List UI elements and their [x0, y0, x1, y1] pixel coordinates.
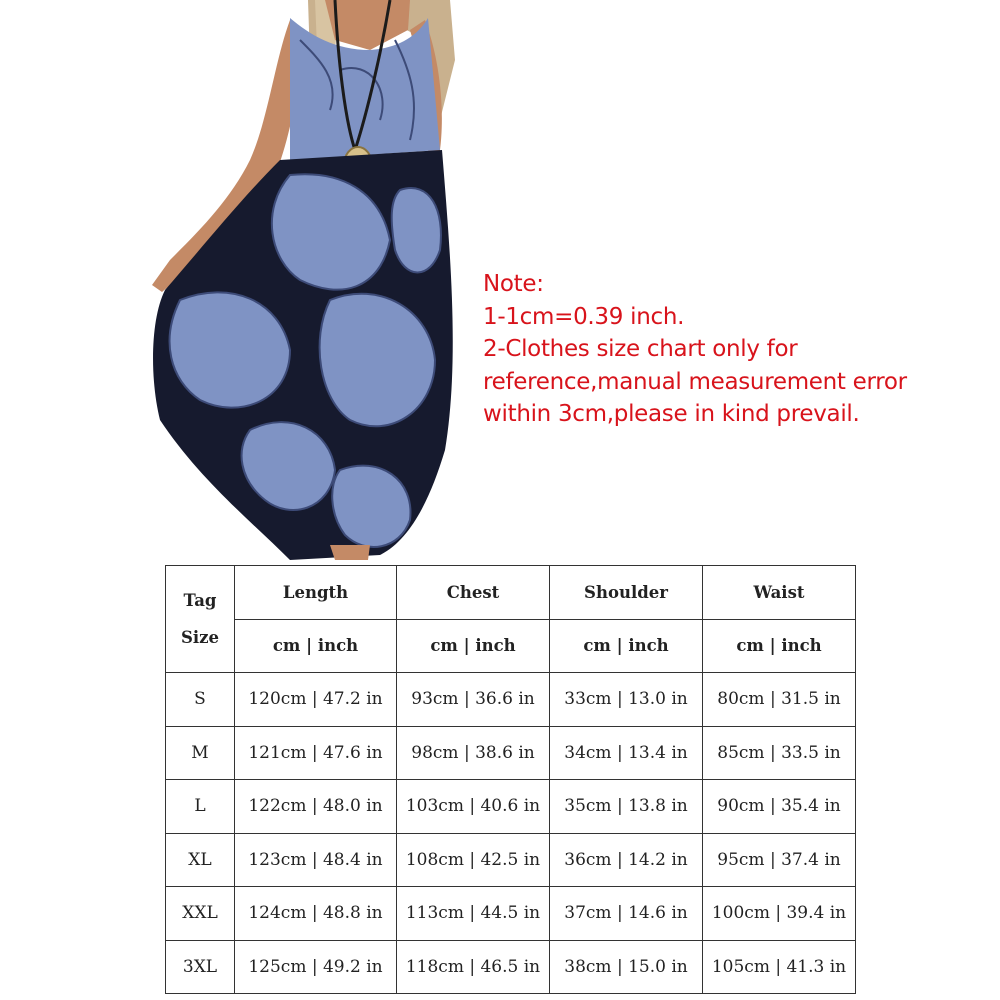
- length-cell: 120cm | 47.2 in: [235, 673, 397, 727]
- chest-cell: 113cm | 44.5 in: [397, 887, 550, 941]
- unit-length: cm | inch: [235, 619, 397, 673]
- chest-cell: 93cm | 36.6 in: [397, 673, 550, 727]
- waist-cell: 85cm | 33.5 in: [703, 726, 856, 780]
- unit-shoulder: cm | inch: [550, 619, 703, 673]
- table-row: [166, 833, 856, 887]
- shoulder-cell: 38cm | 15.0 in: [550, 940, 703, 994]
- waist-cell: 100cm | 39.4 in: [703, 887, 856, 941]
- note-line-heading: Note:: [483, 271, 544, 297]
- length-cell: 123cm | 48.4 in: [235, 833, 397, 887]
- size-label: Size: [180, 628, 220, 647]
- shoulder-cell: 37cm | 14.6 in: [550, 887, 703, 941]
- size-cell: 3XL: [166, 940, 235, 994]
- table-row: [166, 780, 856, 834]
- table-row: [166, 887, 856, 941]
- length-cell: 125cm | 49.2 in: [235, 940, 397, 994]
- unit-chest: cm | inch: [397, 619, 550, 673]
- note-line-disclaimer-2: reference,manual measurement error: [483, 368, 907, 395]
- length-cell: 124cm | 48.8 in: [235, 887, 397, 941]
- waist-cell: 80cm | 31.5 in: [703, 673, 856, 727]
- chest-cell: 108cm | 42.5 in: [397, 833, 550, 887]
- length-cell: 122cm | 48.0 in: [235, 780, 397, 834]
- header-waist: Waist: [703, 566, 856, 620]
- shoulder-cell: 36cm | 14.2 in: [550, 833, 703, 887]
- table-row: [166, 673, 856, 727]
- note-line-disclaimer-1: 2-Clothes size chart only for: [483, 336, 798, 363]
- size-chart-table: [165, 565, 856, 994]
- size-cell: XXL: [166, 887, 235, 941]
- table-header-row: [166, 566, 856, 620]
- size-cell: S: [166, 673, 235, 727]
- shoulder-cell: 35cm | 13.8 in: [550, 780, 703, 834]
- shoulder-cell: 33cm | 13.0 in: [550, 673, 703, 727]
- size-note: [483, 268, 963, 431]
- size-cell: XL: [166, 833, 235, 887]
- table-row: [166, 940, 856, 994]
- waist-cell: 90cm | 35.4 in: [703, 780, 856, 834]
- shoulder-cell: 34cm | 13.4 in: [550, 726, 703, 780]
- size-cell: M: [166, 726, 235, 780]
- chest-cell: 98cm | 38.6 in: [397, 726, 550, 780]
- waist-cell: 95cm | 37.4 in: [703, 833, 856, 887]
- chest-cell: 103cm | 40.6 in: [397, 780, 550, 834]
- waist-cell: 105cm | 41.3 in: [703, 940, 856, 994]
- header-shoulder: Shoulder: [550, 566, 703, 620]
- header-chest: Chest: [397, 566, 550, 620]
- note-line-conversion: 1-1cm=0.39 inch.: [483, 303, 685, 330]
- length-cell: 121cm | 47.6 in: [235, 726, 397, 780]
- size-cell: L: [166, 780, 235, 834]
- table-row: [166, 726, 856, 780]
- note-line-disclaimer-3: within 3cm,please in kind prevail.: [483, 401, 860, 428]
- unit-waist: cm | inch: [703, 619, 856, 673]
- table-unit-row: [166, 619, 856, 673]
- header-length: Length: [235, 566, 397, 620]
- legs: [330, 545, 370, 560]
- tag-size-header: [166, 566, 235, 673]
- chest-cell: 118cm | 46.5 in: [397, 940, 550, 994]
- tag-label: Tag: [183, 591, 217, 610]
- product-photo: [140, 0, 460, 560]
